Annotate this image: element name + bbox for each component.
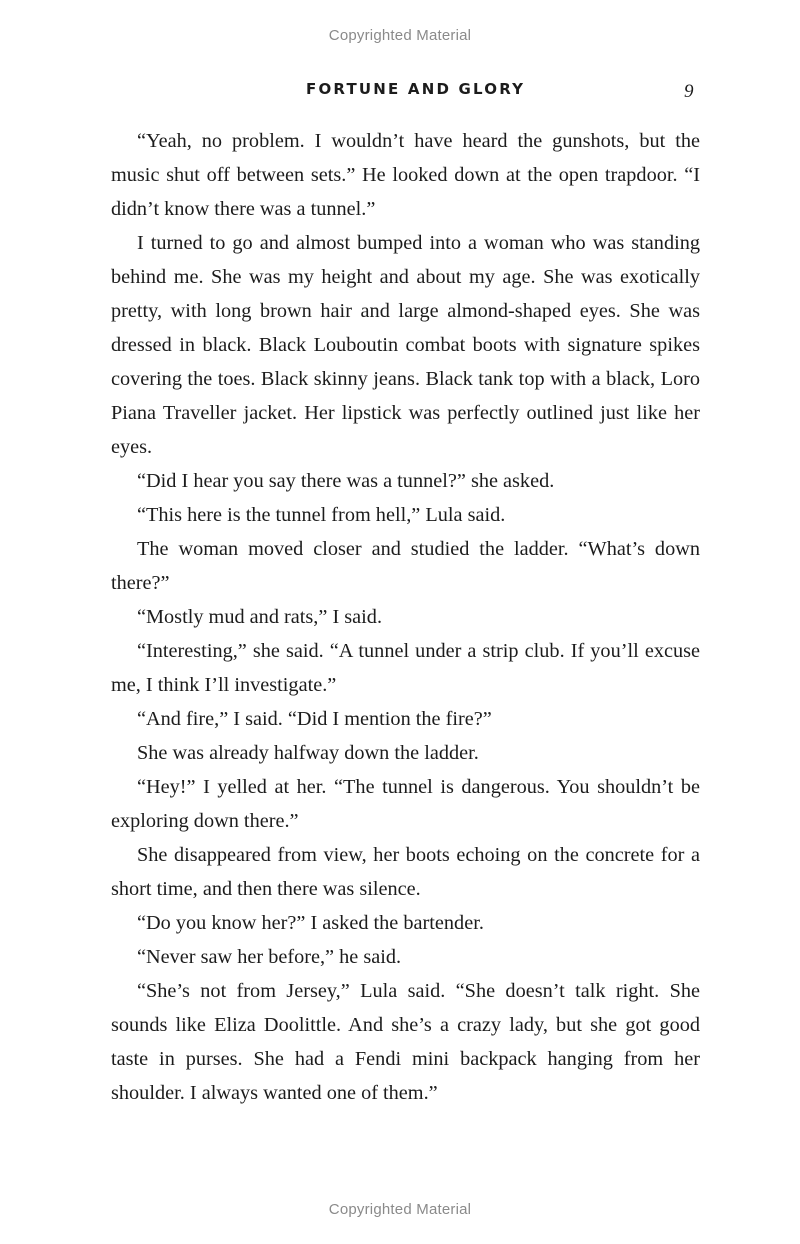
paragraph: “Yeah, no problem. I wouldn’t have heard the gunshots, but the music shut off between sets.” He looked down at the open trapdoor. “I didn’t know there was a tunnel.” bbox=[111, 130, 700, 220]
paragraph: The woman moved closer and studied the ladder. “What’s down there?” bbox=[111, 538, 700, 594]
paragraph: “And fire,” I said. “Did I mention the fire?” bbox=[137, 708, 492, 730]
paragraph: “Never saw her before,” he said. bbox=[137, 946, 402, 968]
paragraph: “This here is the tunnel from hell,” Lula said. bbox=[137, 504, 506, 526]
paragraph: She disappeared from view, her boots echoing on the concrete for a short time, and then there was silence. bbox=[111, 844, 700, 900]
paragraph: “Mostly mud and rats,” I said. bbox=[137, 606, 383, 628]
body-text bbox=[111, 124, 700, 1110]
paragraph: “She’s not from Jersey,” Lula said. “She doesn’t talk right. She sounds like Eliza Doolittle. And she’s a crazy lady, but she got good taste in purses. She had a Fendi mini backpack hanging from her shoulder. I always wanted one of them.” bbox=[111, 980, 700, 1104]
paragraph: “Do you know her?” I asked the bartender. bbox=[137, 912, 484, 934]
paragraph: “Interesting,” she said. “A tunnel under a strip club. If you’ll excuse me, I think I’ll investigate.” bbox=[111, 640, 700, 696]
copyright-watermark-top: Copyrighted Material bbox=[328, 27, 472, 44]
running-head bbox=[0, 80, 800, 102]
copyright-watermark-bottom: Copyrighted Material bbox=[328, 1201, 472, 1218]
running-title: FORTUNE AND GLORY bbox=[306, 80, 526, 98]
paragraph: “Did I hear you say there was a tunnel?” she asked. bbox=[137, 470, 555, 492]
page-number: 9 bbox=[684, 81, 694, 102]
paragraph: She was already halfway down the ladder. bbox=[137, 742, 479, 764]
paragraph: I turned to go and almost bumped into a woman who was standing behind me. She was my height and about my age. She was exotically pretty, with long brown hair and large almond-shaped eyes. She was dressed in black. Black Louboutin combat boots with signature spikes covering the toes. Black skinny jeans. Black tank top with a black, Loro Piana Traveller jacket. Her lipstick was perfectly outlined just like her eyes. bbox=[111, 232, 700, 458]
paragraph: “Hey!” I yelled at her. “The tunnel is dangerous. You shouldn’t be exploring down there.” bbox=[111, 776, 700, 832]
